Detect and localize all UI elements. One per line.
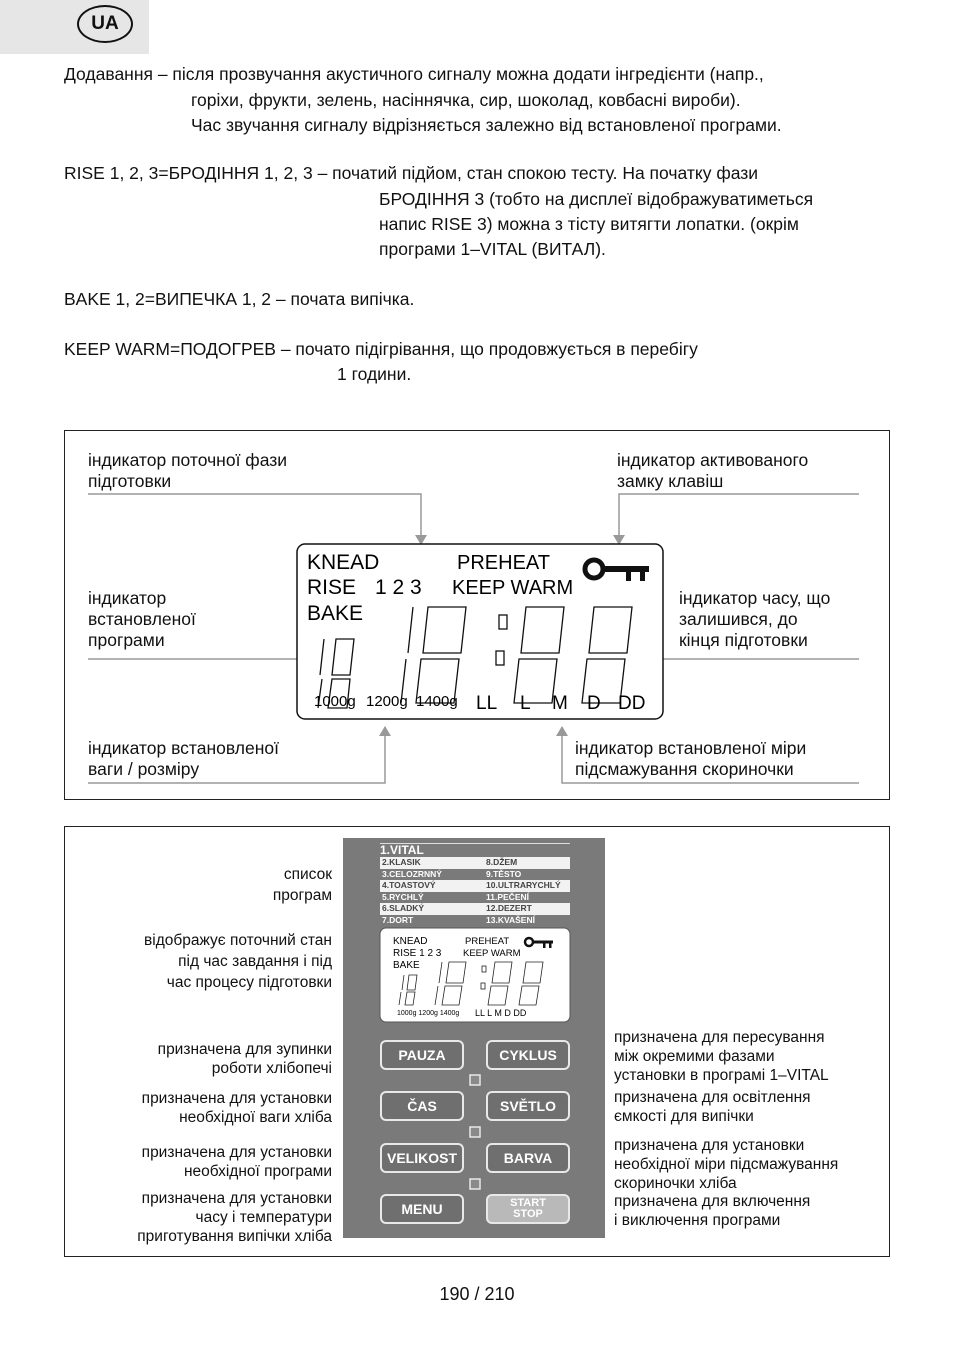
page-separator: / — [469, 1284, 485, 1304]
barva-button[interactable]: BARVA — [486, 1143, 570, 1173]
connector-weight — [88, 727, 385, 783]
start-stop-button[interactable] — [486, 1194, 570, 1224]
paragraph-adding-line-3: Час звучання сигналу відрізняється залежно від встановленої програми. — [191, 115, 782, 135]
lcd-shade-m: M — [552, 693, 568, 714]
svetlo-button[interactable]: SVĚTLO — [486, 1091, 570, 1121]
mini-lcd-keep-warm: KEEP WARM — [463, 948, 521, 959]
label-velikost-desc: призначена для установки необхідної програми — [141, 1144, 332, 1180]
lcd-shade-dd: DD — [618, 693, 646, 714]
label-barva-desc: призначена для установки необхідної міри підсмажування скориночки хліба — [614, 1137, 839, 1192]
mini-lcd-display — [379, 927, 571, 1023]
lcd-weight-1400: 1400g — [416, 693, 458, 710]
page-current: 190 — [439, 1284, 470, 1304]
paragraph-keep-warm-line-2: 1 години. — [337, 364, 412, 384]
program-list — [380, 843, 570, 926]
paragraph-rise-line-4: програми 1–VITAL (ВИТАЛ). — [379, 239, 606, 259]
paragraph-rise-line-3: напис RISE 3) можна з тісту витягти лопатки. (окрім — [379, 214, 799, 234]
page-number — [0, 1284, 954, 1305]
label-set-program: індикатор встановленої програми — [88, 588, 196, 650]
lcd-preheat: PREHEAT — [457, 552, 550, 574]
program-row: 4.TOASTOVÝ 10.ULTRARYCHLÝ — [380, 880, 570, 892]
label-program-list: список програм — [272, 866, 332, 904]
program-row: 6.SLADKÝ 12.DEZERT — [380, 903, 570, 915]
label-menu-desc: призначена для установки часу і температури приготування випічки хліба — [137, 1190, 332, 1245]
cyklus-button[interactable]: CYKLUS — [486, 1040, 570, 1070]
label-key-lock: індикатор активованого замку клавіш — [617, 450, 809, 491]
lcd-rise: RISE — [307, 576, 357, 599]
lcd-keep-warm: KEEP WARM — [452, 577, 574, 599]
lcd-shade-ll: LL — [476, 693, 498, 714]
label-cyklus-desc: призначена для пересування між окремими фазами установки в програмі 1–VITAL — [614, 1029, 829, 1084]
language-badge: UA — [77, 5, 133, 43]
mini-lcd-shades: LL L M D DD — [475, 1008, 527, 1018]
page-total: 210 — [484, 1284, 515, 1304]
program-row: 3.CELOZRNNÝ 9.TĚSTO — [382, 868, 522, 879]
paragraph-adding-line-2: горіхи, фрукти, зелень, насіннячка, сир, шоколад, ковбасні вироби). — [191, 90, 741, 110]
paragraph-keep-warm-line-1: KEEP WARM=ПОДОГРЕВ – почато підігрівання, що продовжується в перебігу — [64, 339, 698, 359]
mini-lcd-rise: RISE 1 2 3 — [393, 948, 442, 959]
label-set-weight: індикатор встановленої ваги / розміру — [88, 738, 279, 779]
label-current-phase: індикатор поточної фази підготовки — [88, 450, 288, 491]
panel-decor — [462, 1063, 488, 1213]
program-title: 1.VITAL — [380, 843, 570, 857]
lcd-weight-1200: 1200g — [366, 693, 408, 710]
paragraph-rise-line-1: RISE 1, 2, 3=БРОДІННЯ 1, 2, 3 – початий підйом, стан спокою тесту. На початку фази — [64, 163, 759, 183]
connector-lock — [619, 494, 859, 544]
cas-button[interactable]: ČAS — [380, 1091, 464, 1121]
lcd-shade-d: D — [587, 693, 601, 714]
lcd-rise-numbers: 1 2 3 — [375, 576, 422, 599]
label-svetlo-desc: призначена для освітлення ємкості для випічки — [614, 1089, 811, 1125]
label-crust-shade: індикатор встановленої міри підсмажування скориночки — [575, 738, 807, 779]
program-row: 5.RYCHLÝ 11.PEČENÍ — [382, 891, 529, 902]
label-display-state: відображує поточний стан під час завдання і під час процесу підготовки — [144, 932, 332, 991]
paragraph-bake: BAKE 1, 2=ВИПЕЧКА 1, 2 – почата випічка. — [64, 289, 415, 309]
label-cas-desc: призначена для установки необхідної ваги хліба — [141, 1090, 332, 1126]
lcd-weight-1000: 1000g — [314, 693, 356, 710]
lcd-knead: KNEAD — [307, 551, 380, 574]
connector-crust — [562, 727, 859, 783]
lcd-bake: BAKE — [307, 602, 364, 625]
lcd-shade-l: L — [520, 693, 531, 714]
label-remaining-time: індикатор часу, що залишився, до кінця підготовки — [679, 588, 831, 650]
paragraph-adding-line-1: Додавання – після прозвучання акустичного сигналу можна додати інгредієнти (напр., — [64, 64, 764, 84]
connector-phase — [88, 494, 421, 544]
paragraph-rise-line-2: БРОДІННЯ 3 (тобто на дисплеї відображуватиметься — [379, 189, 814, 209]
lcd-display — [296, 543, 664, 720]
mini-lcd-preheat: PREHEAT — [465, 936, 510, 947]
menu-button[interactable]: MENU — [380, 1194, 464, 1224]
program-row: 7.DORT 13.KVAŠENÍ — [382, 914, 535, 925]
label-pauza-desc: призначена для зупинки роботи хлібопечі — [157, 1041, 332, 1077]
mini-lcd-bake: BAKE — [393, 960, 420, 971]
velikost-button[interactable]: VELIKOST — [380, 1143, 464, 1173]
mini-lcd-knead: KNEAD — [393, 936, 428, 947]
label-start-desc: призначена для включення і виключення програми — [614, 1193, 811, 1229]
mini-lcd-weights: 1000g 1200g 1400g — [397, 1010, 460, 1017]
pauza-button[interactable]: PAUZA — [380, 1040, 464, 1070]
start-label: START — [510, 1197, 546, 1209]
stop-label: STOP — [513, 1208, 543, 1220]
program-row: 2.KLASIK 8.DŽEM — [380, 857, 570, 869]
